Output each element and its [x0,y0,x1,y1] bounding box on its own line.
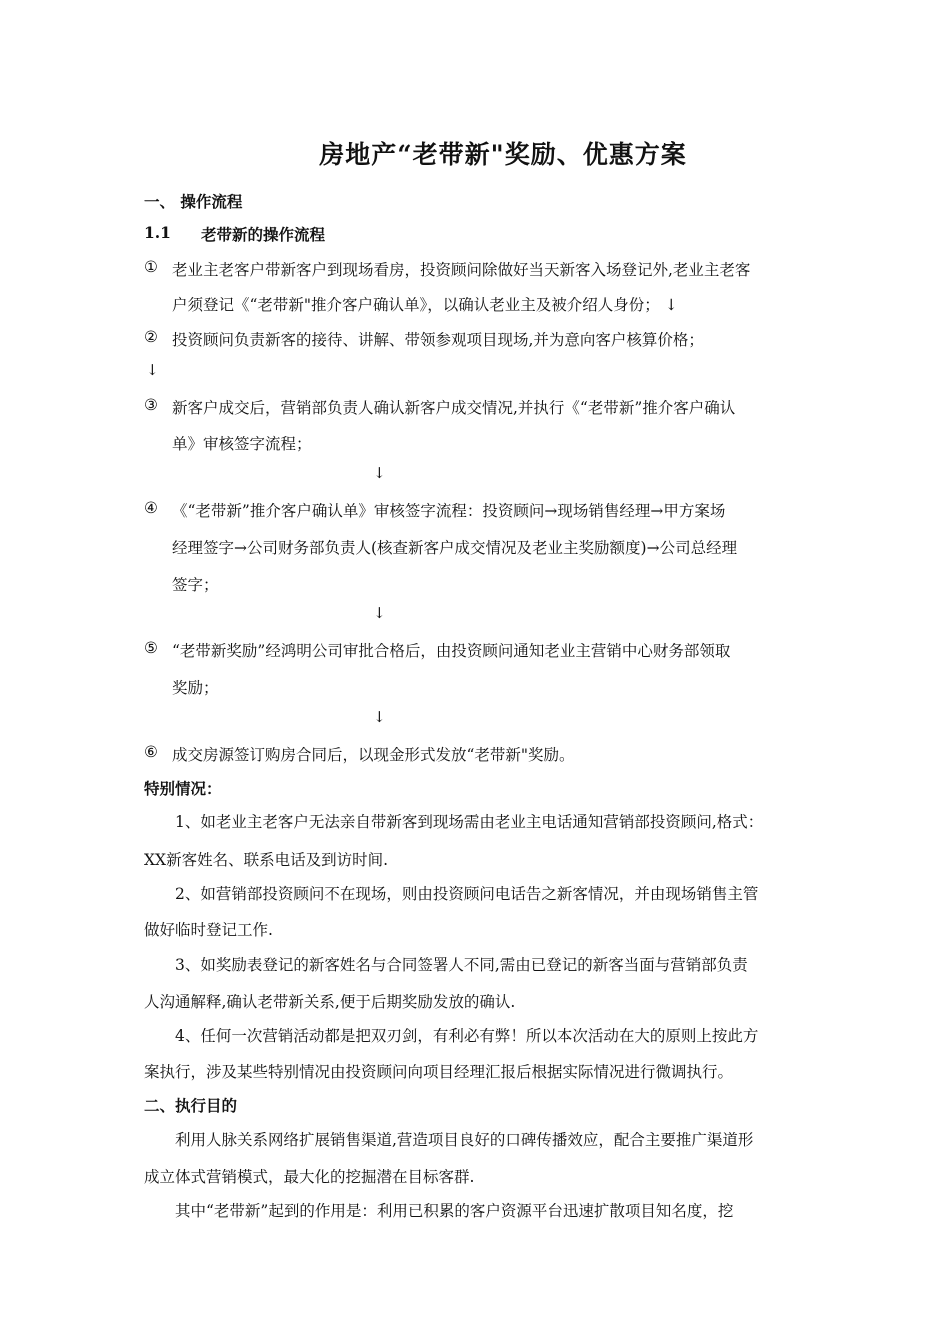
step-text-line: “老带新奖励”经鸿明公司审批合格后，由投资顾问通知老业主营销中心财务部领取 [172,642,731,660]
step-text-line: 投资顾问负责新客的接待、讲解、带领参观项目现场,并为意向客户核算价格； [172,331,704,349]
flow-arrow-icon: ↓ [373,708,386,726]
step-number: ④ [144,499,158,517]
section-1-heading: 一、 操作流程 [144,192,243,211]
special-item-line: 1、如老业主老客户无法亲自带新客到现场需由老业主电话通知营销部投资顾问,格式： [175,813,764,831]
step-number: ⑥ [144,743,158,761]
step-text-line: 奖励； [172,679,219,697]
special-item-line: 3、如奖励表登记的新客姓名与合同签署人不同,需由已登记的新客当面与营销部负责 [175,956,748,974]
flow-arrow-icon: ↓ [373,604,386,622]
special-item-line: XX新客姓名、联系电话及到访时间. [144,851,388,869]
step-number: ⑤ [144,639,158,657]
paragraph-line: 其中“老带新”起到的作用是：利用已积累的客户资源平台迅速扩散项目知名度，挖 [175,1202,734,1220]
subsection-title: 老带新的操作流程 [201,225,326,244]
paragraph-line: 利用人脉关系网络扩展销售渠道,营造项目良好的口碑传播效应，配合主要推广渠道形 [175,1131,754,1149]
step-text-line: 签字； [172,576,219,594]
special-item-line: 做好临时登记工作. [144,921,273,939]
document-title: 房地产“老带新"奖励、优惠方案 [319,140,687,169]
step-text-line: 成交房源签订购房合同后，以现金形式发放“老带新"奖励。 [172,746,575,764]
flow-arrow-icon: ↓ [373,464,386,482]
step-number: ③ [144,396,158,414]
special-item-line: 4、任何一次营销活动都是把双刃剑，有利必有弊！所以本次活动在大的原则上按此方 [175,1027,759,1045]
special-cases-heading: 特别情况： [144,779,222,798]
step-text-line: 户须登记《“老带新"推介客户确认单》，以确认老业主及被介绍人身份； ↓ [172,296,678,314]
flow-arrow-icon: ↓ [146,361,159,379]
step-text-line: 经理签字→公司财务部负责人(核查新客户成交情况及老业主奖励额度)→公司总经理 [172,539,738,557]
special-item-line: 案执行，涉及某些特别情况由投资顾问向项目经理汇报后根据实际情况进行微调执行。 [144,1063,734,1081]
step-text-line: 单》审核签字流程； [172,435,312,453]
step-text-line: 新客户成交后，营销部负责人确认新客户成交情况,并执行《“老带新”推介客户确认 [172,399,736,417]
special-item-line: 2、如营销部投资顾问不在现场，则由投资顾问电话告之新客情况，并由现场销售主管 [175,885,759,903]
special-item-line: 人沟通解释,确认老带新关系,便于后期奖励发放的确认. [144,993,516,1011]
step-text-line: 《“老带新”推介客户确认单》审核签字流程：投资顾问→现场销售经理→甲方案场 [172,502,726,520]
section-2-heading: 二、执行目的 [144,1096,238,1115]
step-text-line: 老业主老客户带新客户到现场看房，投资顾问除做好当天新客入场登记外,老业主老客 [172,261,751,279]
subsection-number: 1.1 [144,223,171,242]
step-number: ① [144,258,158,276]
step-number: ② [144,328,158,346]
paragraph-line: 成立体式营销模式，最大化的挖掘潜在目标客群. [144,1168,475,1186]
